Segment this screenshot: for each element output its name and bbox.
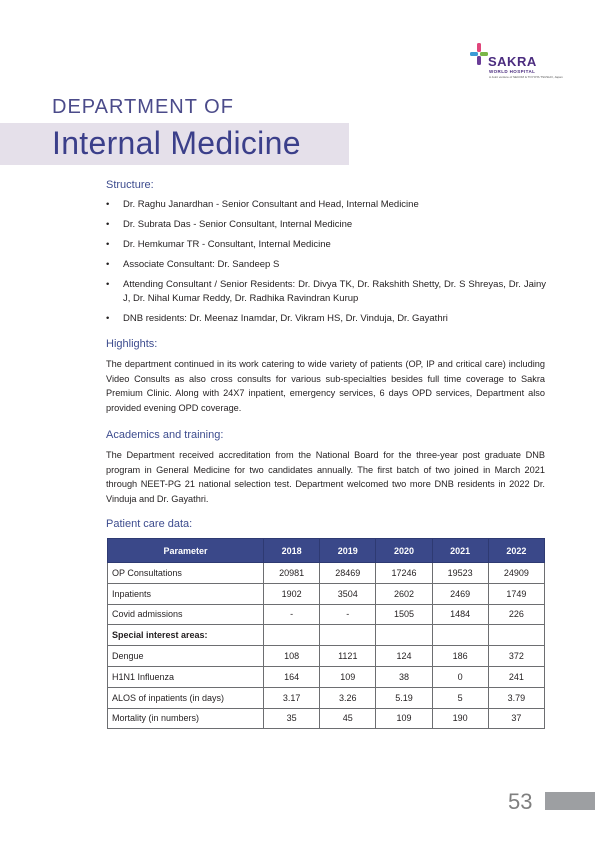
table-cell: 3.26	[320, 687, 376, 708]
column-header: 2020	[376, 539, 432, 563]
row-label: ALOS of inpatients (in days)	[108, 687, 264, 708]
academics-paragraph: The Department received accreditation from the National Board for the three-year post graduate DNB program in General Medicine for two candidates annually. The first batch of two joined in March 2021 through NEET-PG 21 national selection test. Department welcomed two more DNB residents in 2022 Dr. Vinduja and Dr. Gayathri.	[106, 450, 545, 504]
logo-tagline: A Joint venture of SECOM & TOYOTA TSUSHO, Japan	[489, 75, 563, 79]
table-row	[108, 666, 545, 687]
table-cell: 35	[264, 708, 320, 729]
highlights-paragraph: The department continued in its work catering to wide variety of patients (OP, IP and critical care) including Video Consults as also cross consults for various sub-specialties besides full time coverage to Sakra Premium Clinic. Along with 24X7 inpatient, emergency services, 6 days OPD services, Department also provided evening OPD coverage.	[106, 359, 545, 413]
table-cell	[264, 625, 320, 646]
table-cell: 28469	[320, 563, 376, 584]
table-cell: 109	[320, 666, 376, 687]
page-number: 53	[508, 789, 533, 814]
list-item: • Associate Consultant: Dr. Sandeep S	[106, 258, 546, 272]
logo-subtitle: WORLD HOSPITAL	[489, 69, 536, 74]
table-cell: 37	[488, 708, 544, 729]
row-label: Covid admissions	[108, 604, 264, 625]
table-row	[108, 583, 545, 604]
table-cell: 190	[432, 708, 488, 729]
row-label: Mortality (in numbers)	[108, 708, 264, 729]
table-row	[108, 708, 545, 729]
column-header: 2018	[264, 539, 320, 563]
table-row	[108, 687, 545, 708]
list-item: • Dr. Raghu Janardhan - Senior Consultant and Head, Internal Medicine	[106, 198, 546, 212]
table-cell: 241	[488, 666, 544, 687]
table-cell: 17246	[376, 563, 432, 584]
table-cell: 20981	[264, 563, 320, 584]
table-cell: 1121	[320, 646, 376, 667]
table-cell: 1484	[432, 604, 488, 625]
table-row	[108, 563, 545, 584]
table-cell: 108	[264, 646, 320, 667]
table-cell: 5.19	[376, 687, 432, 708]
table-cell: -	[264, 604, 320, 625]
row-label: Dengue	[108, 646, 264, 667]
table-cell: 2602	[376, 583, 432, 604]
column-header: 2019	[320, 539, 376, 563]
table-cell: 124	[376, 646, 432, 667]
column-header: 2021	[432, 539, 488, 563]
logo-brand: SAKRA	[488, 54, 537, 69]
row-label: Inpatients	[108, 583, 264, 604]
table-cell	[488, 625, 544, 646]
table-row	[108, 604, 545, 625]
row-label: H1N1 Influenza	[108, 666, 264, 687]
table-cell: 2469	[432, 583, 488, 604]
table-cell: 186	[432, 646, 488, 667]
table-cell: 1749	[488, 583, 544, 604]
structure-heading: Structure:	[106, 179, 154, 191]
table-row	[108, 625, 545, 646]
department-label: DEPARTMENT OF	[52, 96, 234, 118]
list-item: • Dr. Subrata Das - Senior Consultant, Internal Medicine	[106, 218, 546, 232]
list-item: • Attending Consultant / Senior Residents: Dr. Divya TK, Dr. Rakshith Shetty, Dr. S Shreyas, Dr. Jainy J, Dr. Nihal Kumar Reddy, Dr. Radhika Ravindran Kurup	[106, 278, 546, 305]
list-item: • DNB residents: Dr. Meenaz Inamdar, Dr. Vikram HS, Dr. Vinduja, Dr. Gayathri	[106, 312, 546, 326]
table-cell: 3.79	[488, 687, 544, 708]
patient-care-table	[107, 538, 545, 729]
page-number-bar	[545, 792, 595, 810]
table-cell	[376, 625, 432, 646]
column-header: Parameter	[108, 539, 264, 563]
table-cell	[432, 625, 488, 646]
table-cell: 1902	[264, 583, 320, 604]
table-cell: 24909	[488, 563, 544, 584]
table-cell: 226	[488, 604, 544, 625]
table-cell: 38	[376, 666, 432, 687]
row-label: Special interest areas:	[108, 625, 264, 646]
list-item: • Dr. Hemkumar TR - Consultant, Internal Medicine	[106, 238, 546, 252]
table-cell: 1505	[376, 604, 432, 625]
table-cell: 3504	[320, 583, 376, 604]
highlights-heading: Highlights:	[106, 338, 158, 350]
table-cell: 164	[264, 666, 320, 687]
table-cell: 45	[320, 708, 376, 729]
table-row	[108, 646, 545, 667]
table-cell: 5	[432, 687, 488, 708]
table-cell: 3.17	[264, 687, 320, 708]
cross-logo-icon	[470, 42, 488, 68]
table-cell: -	[320, 604, 376, 625]
department-title: Internal Medicine	[52, 125, 301, 161]
patient-care-heading: Patient care data:	[106, 518, 193, 530]
table-cell: 109	[376, 708, 432, 729]
row-label: OP Consultations	[108, 563, 264, 584]
structure-list	[106, 198, 546, 332]
academics-heading: Academics and training:	[106, 429, 224, 441]
table-cell: 0	[432, 666, 488, 687]
table-cell: 19523	[432, 563, 488, 584]
column-header: 2022	[488, 539, 544, 563]
sakra-logo	[470, 42, 570, 82]
table-cell: 372	[488, 646, 544, 667]
table-cell	[320, 625, 376, 646]
table-header-row	[108, 539, 545, 563]
